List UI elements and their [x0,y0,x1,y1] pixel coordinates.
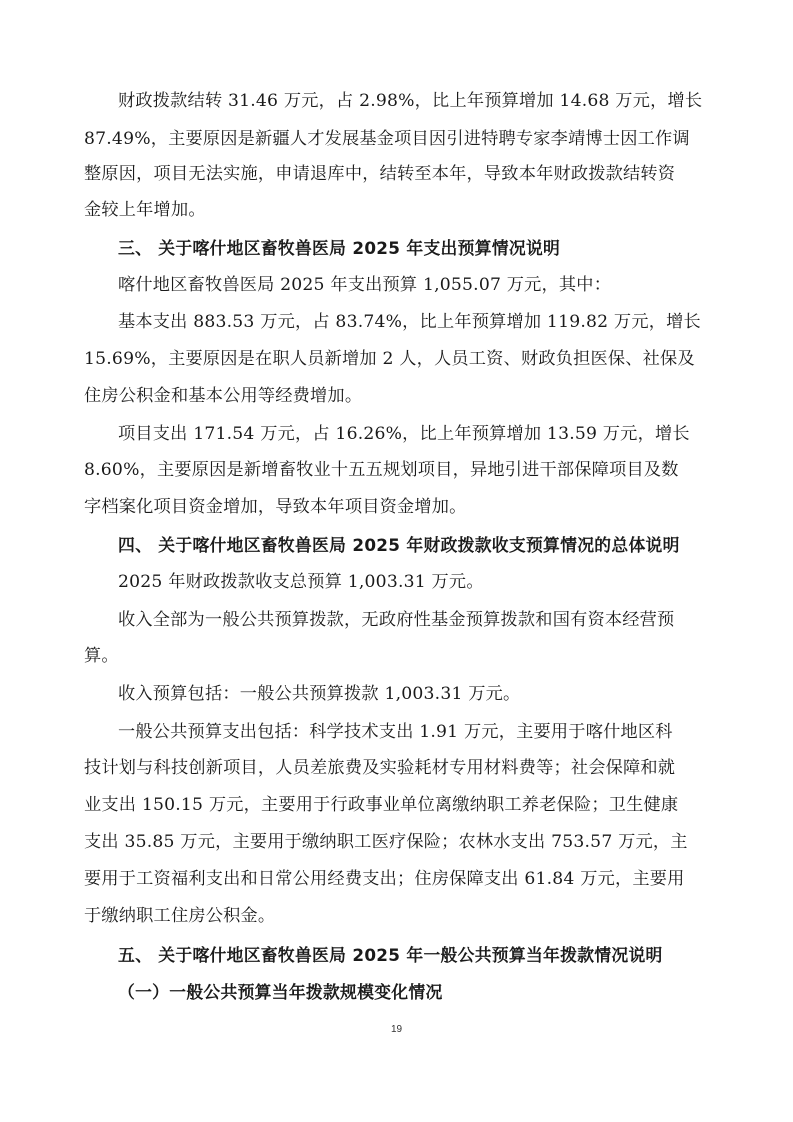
general-expense-line-2: 技计划与科技创新项目，人员差旅费及实验耗材专用材料费等；社会保障和就 [84,758,676,778]
section4-total: 2025 年财政拨款收支总预算 1,003.31 万元。 [118,572,484,592]
section5-sub-heading: （一）一般公共预算当年拨款规模变化情况 [118,982,443,1002]
page-number: 19 [390,1024,403,1035]
project-expense-line-2: 8.60%，主要原因是新增畜牧业十五五规划项目，异地引进干部保障项目及数 [84,460,679,480]
section4-heading: 四、 关于喀什地区畜牧兽医局 2025 年财政拨款收支预算情况的总体说明 [118,535,680,555]
project-expense-line-1: 项目支出 171.54 万元，占 16.26%，比上年预算增加 13.59 万元，增长 [118,424,690,444]
basic-expense-line-2: 15.69%，主要原因是在职人员新增加 2 人，人员工资、财政负担医保、社保及 [84,349,695,369]
basic-expense-line-3: 住房公积金和基本公用等经费增加。 [84,386,363,406]
carryover-line-1: 财政拨款结转 31.46 万元，占 2.98%，比上年预算增加 14.68 万元，增长 [118,91,703,111]
general-expense-line-5: 要用于工资福利支出和日常公用经费支出；住房保障支出 61.84 万元，主要用 [84,869,685,889]
section3-heading: 三、 关于喀什地区畜牧兽医局 2025 年支出预算情况说明 [118,238,561,258]
general-expense-line-1: 一般公共预算支出包括：科学技术支出 1.91 万元，主要用于喀什地区科 [118,722,673,742]
carryover-line-2: 87.49%，主要原因是新疆人才发展基金项目因引进特聘专家李靖博士因工作调 [84,129,690,149]
project-expense-line-3: 字档案化项目资金增加，导致本年项目资金增加。 [84,497,467,517]
carryover-line-4: 金较上年增加。 [84,200,206,220]
general-expense-line-3: 业支出 150.15 万元，主要用于行政事业单位离缴纳职工养老保险；卫生健康 [84,795,679,815]
income-scope-line-1: 收入全部为一般公共预算拨款，无政府性基金预算拨款和国有资本经营预 [118,610,675,630]
general-expense-line-6: 于缴纳职工住房公积金。 [84,906,276,926]
general-expense-line-4: 支出 35.85 万元，主要用于缴纳职工医疗保险；农林水支出 753.57 万元，主 [84,832,688,852]
section3-total: 喀什地区畜牧兽医局 2025 年支出预算 1,055.07 万元，其中： [118,275,612,295]
income-budget: 收入预算包括：一般公共预算拨款 1,003.31 万元。 [118,684,521,704]
income-scope-line-2: 算。 [84,646,119,666]
basic-expense-line-1: 基本支出 883.53 万元，占 83.74%，比上年预算增加 119.82 万元，增长 [118,312,701,332]
carryover-line-3: 整原因，项目无法实施，申请退库中，结转至本年，导致本年财政拨款结转资 [84,164,676,184]
section5-heading: 五、 关于喀什地区畜牧兽医局 2025 年一般公共预算当年拨款情况说明 [118,945,663,965]
